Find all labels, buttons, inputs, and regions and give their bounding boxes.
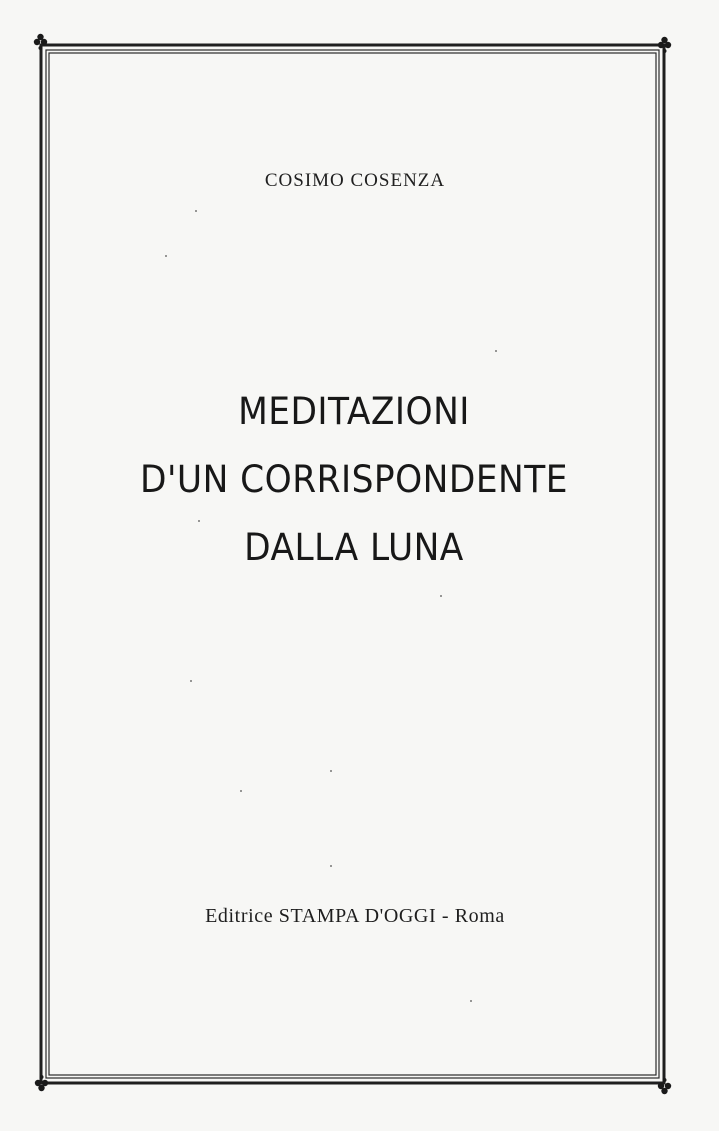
print-speck [190, 680, 192, 682]
print-speck [240, 790, 242, 792]
title-line-2: D'UN CORRISPONDENTE [140, 458, 568, 501]
print-speck [470, 1000, 472, 1002]
corner-ornament-bottom-right-icon [658, 1078, 671, 1094]
print-speck [195, 210, 197, 212]
print-speck [165, 255, 167, 257]
print-speck [330, 865, 332, 867]
title-line-3: DALLA LUNA [244, 526, 464, 569]
print-speck [495, 350, 497, 352]
publisher-line: Editrice STAMPA D'OGGI - Roma [205, 905, 505, 927]
author-name: COSIMO COSENZA [264, 170, 446, 191]
print-speck [440, 595, 442, 597]
corner-ornament-top-left-icon [34, 34, 47, 50]
book-title [0, 378, 708, 582]
title-line-1: MEDITAZIONI [238, 390, 470, 433]
print-speck [330, 770, 332, 772]
print-speck [198, 520, 200, 522]
